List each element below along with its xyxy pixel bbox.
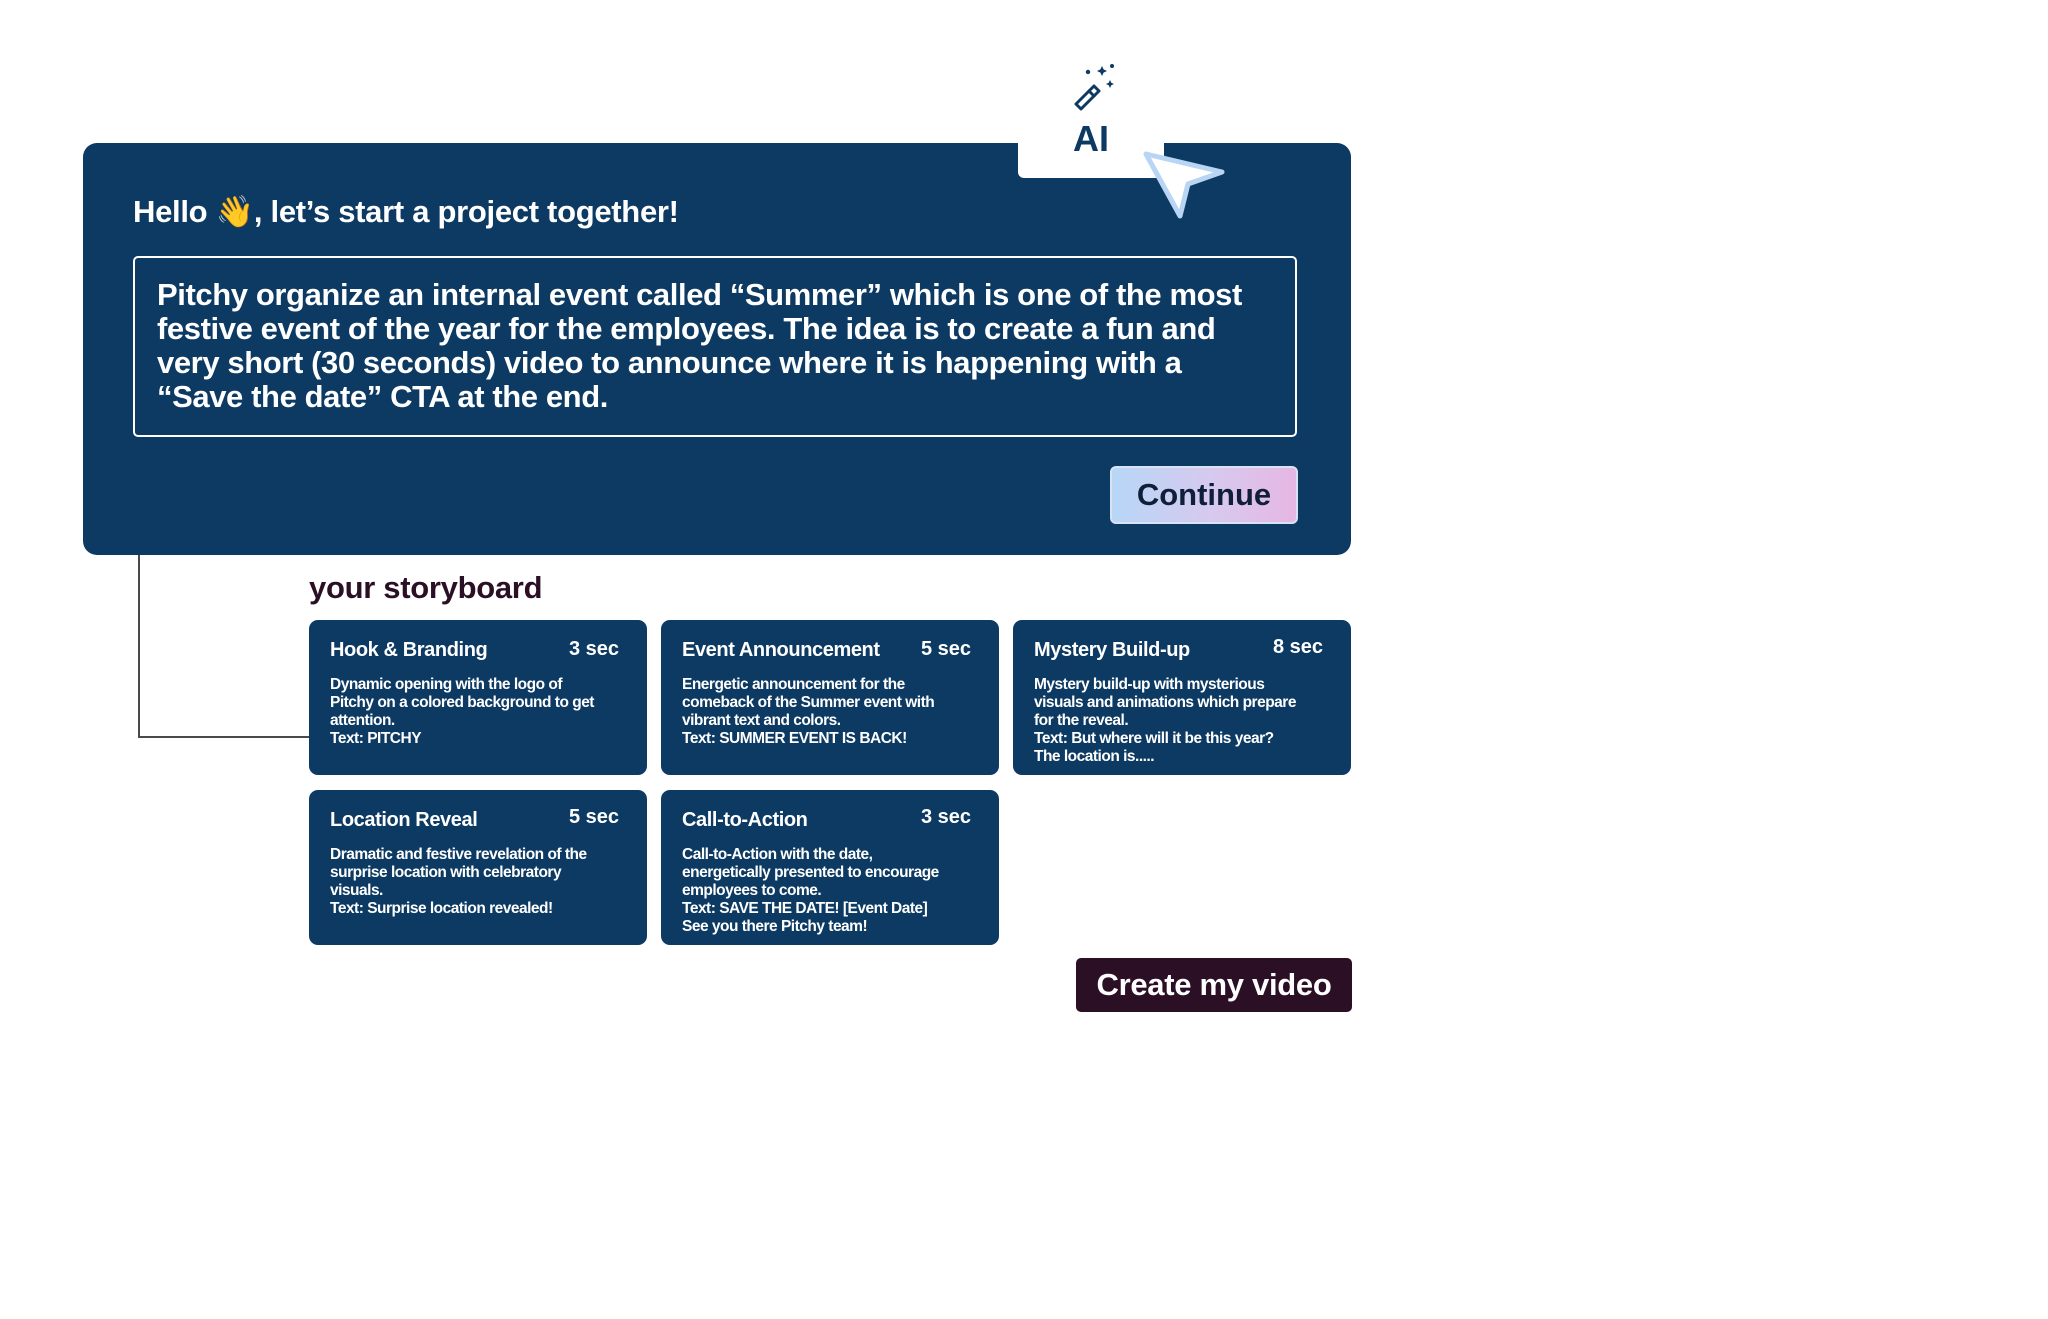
cursor-arrow-icon xyxy=(1142,150,1226,220)
scene-duration: 3 sec xyxy=(568,638,619,660)
scene-description: Dramatic and festive revelation of the surprise location with celebratory visuals. Text: Surprise location revealed! xyxy=(330,846,587,917)
scene-card[interactable] xyxy=(661,620,999,775)
scene-title: Location Reveal xyxy=(330,809,478,831)
greeting-heading: Hello 👋, let’s start a project together! xyxy=(133,194,679,229)
scene-card[interactable] xyxy=(661,790,999,945)
scene-duration: 3 sec xyxy=(920,806,971,828)
scene-description: Mystery build-up with mysterious visuals and animations which prepare for the reveal. Text: But where will it be this year? The location is..... xyxy=(1034,676,1296,765)
scene-description: Dynamic opening with the logo of Pitchy on a colored background to get attention. Text: PITCHY xyxy=(330,676,594,747)
scene-duration: 5 sec xyxy=(568,806,619,828)
scene-duration: 8 sec xyxy=(1272,636,1323,658)
magic-wand-icon xyxy=(1066,62,1116,112)
storyboard-title: your storyboard xyxy=(309,570,543,605)
scene-description: Call-to-Action with the date, energetically presented to encourage employees to come. Text: SAVE THE DATE! [Event Date] See you there Pitchy team! xyxy=(682,846,939,935)
scene-card[interactable] xyxy=(309,620,647,775)
scene-card[interactable] xyxy=(1013,620,1351,775)
scene-title: Event Announcement xyxy=(682,639,880,661)
project-prompt-textarea[interactable]: Pitchy organize an internal event called “Summer” which is one of the most festive event of the year for the employees. The idea is to create a fun and very short (30 seconds) video to announce where it is happening with a “Save the date” CTA at the end. xyxy=(133,256,1297,437)
scene-description: Energetic announcement for the comeback of the Summer event with vibrant text and colors. Text: SUMMER EVENT IS BACK! xyxy=(682,676,935,747)
scene-duration: 5 sec xyxy=(920,638,971,660)
connector-line xyxy=(138,555,310,738)
ai-label: AI xyxy=(1073,118,1109,159)
scene-card[interactable] xyxy=(309,790,647,945)
scene-title: Mystery Build-up xyxy=(1034,639,1190,661)
scene-title: Call-to-Action xyxy=(682,809,808,831)
create-video-button[interactable]: Create my video xyxy=(1076,958,1352,1012)
continue-button[interactable]: Continue xyxy=(1110,466,1298,524)
scene-title: Hook & Branding xyxy=(330,639,488,661)
